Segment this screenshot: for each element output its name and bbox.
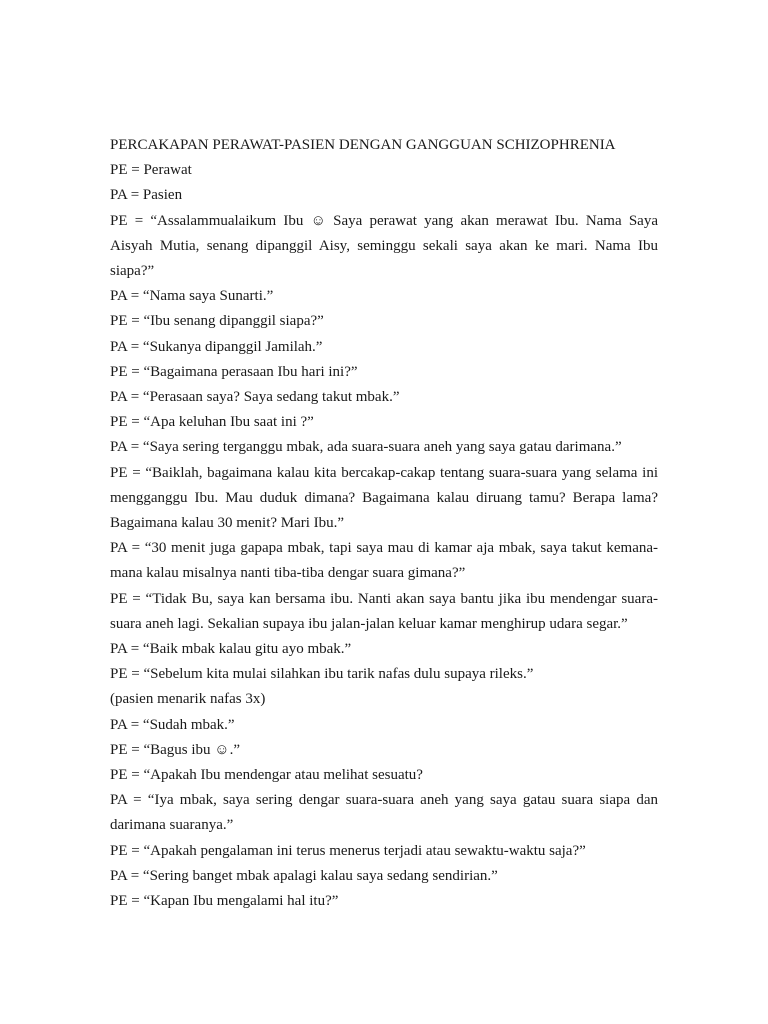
dialogue-line: PA = “Sukanya dipanggil Jamilah.” bbox=[110, 338, 323, 355]
document-title: PERCAKAPAN PERAWAT-PASIEN DENGAN GANGGUAN SCHIZOPHRENIA bbox=[110, 137, 616, 153]
dialogue-line: PE = “Ibu senang dipanggil siapa?” bbox=[110, 313, 324, 330]
legend-line-pasien: PA = Pasien bbox=[110, 187, 183, 204]
dialogue-line: PE = “Apa keluhan Ibu saat ini ?” bbox=[110, 414, 314, 431]
dialogue-line: PE = “Baiklah, bagaimana kalau kita bercakap-cakap tentang suara-suara yang selama ini mengganggu Ibu. Mau duduk dimana? Bagaimana kalau diruang tamu? Berapa lama? Bagaimana kalau 30 menit? Mari Ibu.” bbox=[110, 464, 658, 532]
dialogue-line: PA = “Sudah mbak.” bbox=[110, 716, 235, 733]
dialogue-line: PE = “Sebelum kita mulai silahkan ibu tarik nafas dulu supaya rileks.” bbox=[110, 666, 534, 683]
dialogue-line: PE = “Bagus ibu ☺.” bbox=[110, 741, 241, 758]
dialogue-line: PA = “Saya sering terganggu mbak, ada suara-suara aneh yang saya gatau darimana.” bbox=[110, 439, 622, 456]
dialogue-line: PE = “Apakah Ibu mendengar atau melihat sesuatu? bbox=[110, 767, 423, 784]
dialogue-line: PA = “Nama saya Sunarti.” bbox=[110, 288, 274, 305]
stage-direction: (pasien menarik nafas 3x) bbox=[110, 691, 266, 708]
dialogue-line: PA = “Perasaan saya? Saya sedang takut mbak.” bbox=[110, 389, 400, 406]
dialogue-line: PA = “Baik mbak kalau gitu ayo mbak.” bbox=[110, 641, 352, 658]
dialogue-line: PE = “Bagaimana perasaan Ibu hari ini?” bbox=[110, 363, 358, 380]
dialogue-line: PA = “Sering banget mbak apalagi kalau saya sedang sendirian.” bbox=[110, 867, 498, 884]
dialogue-line: PE = “Kapan Ibu mengalami hal itu?” bbox=[110, 893, 339, 910]
dialogue-line: PE = “Assalammualaikum Ibu ☺ Saya perawat yang akan merawat Ibu. Nama Saya Aisyah Mutia, senang dipanggil Aisy, seminggu sekali saya akan ke mari. Nama Ibu siapa?” bbox=[110, 212, 658, 280]
document-body bbox=[110, 133, 658, 914]
legend-line-perawat: PE = Perawat bbox=[110, 162, 192, 179]
dialogue-line: PA = “30 menit juga gapapa mbak, tapi saya mau di kamar aja mbak, saya takut kemana-mana kalau misalnya nanti tiba-tiba dengar suara gimana?” bbox=[110, 540, 658, 582]
dialogue-line: PE = “Apakah pengalaman ini terus menerus terjadi atau sewaktu-waktu saja?” bbox=[110, 842, 586, 859]
dialogue-line: PE = “Tidak Bu, saya kan bersama ibu. Nanti akan saya bantu jika ibu mendengar suara-suara aneh lagi. Sekalian supaya ibu jalan-jalan keluar kamar menghirup udara segar.” bbox=[110, 590, 658, 632]
dialogue-line: PA = “Iya mbak, saya sering dengar suara-suara aneh yang saya gatau suara siapa dan darimana suaranya.” bbox=[110, 792, 658, 834]
